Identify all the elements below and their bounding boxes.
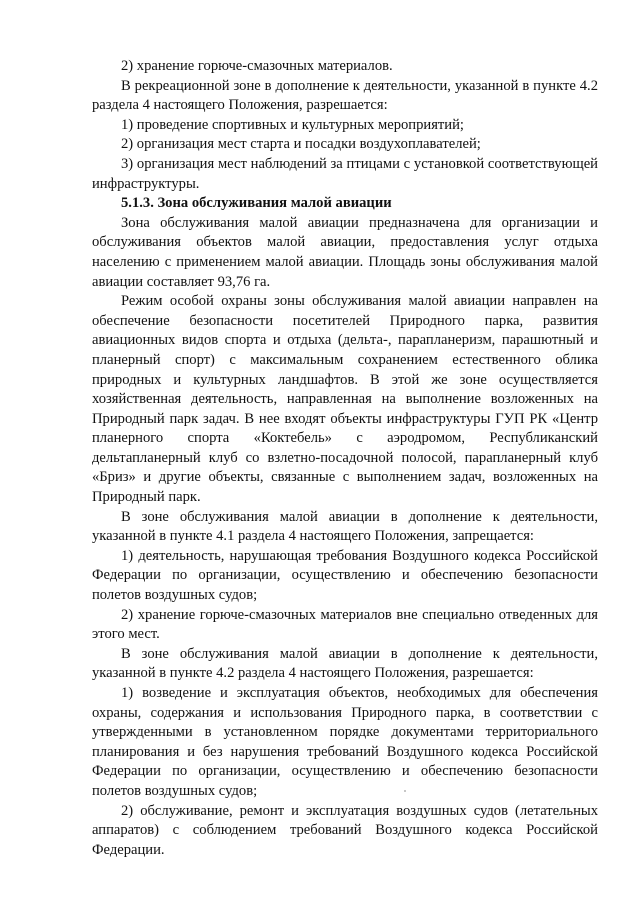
list-item-balloon-sites: 2) организация мест старта и посадки воздухоплавателей; bbox=[121, 136, 481, 153]
list-item-prohibited-1: 1) деятельность, нарушающая требования Воздушного кодекса Российской Федерации по организации, осуществлению и обеспечению безопасности полетов воздушных судов; bbox=[92, 547, 598, 604]
scan-speck bbox=[404, 790, 406, 792]
section-heading-5-1-3: 5.1.3. Зона обслуживания малой авиации bbox=[121, 195, 392, 212]
list-item-sports-events: 1) проведение спортивных и культурных мероприятий; bbox=[121, 116, 464, 133]
paragraph-recreation-zone-intro: В рекреационной зоне в дополнение к деятельности, указанной в пункте 4.2 раздела 4 настоящего Положения, разрешается: bbox=[92, 77, 598, 114]
list-item-prohibited-2: 2) хранение горюче-смазочных материалов вне специально отведенных для этого мест. bbox=[92, 606, 598, 643]
paragraph-fuel-storage: 2) хранение горюче-смазочных материалов. bbox=[121, 58, 393, 74]
document-page bbox=[92, 57, 598, 860]
paragraph-permitted-intro: В зоне обслуживания малой авиации в дополнение к деятельности, указанной в пункте 4.2 раздела 4 настоящего Положения, разрешается: bbox=[92, 645, 598, 682]
list-item-permitted-1: 1) возведение и эксплуатация объектов, необходимых для обеспечения охраны, содержания и использования Природного парка, в соответствии с утвержденными в установленном порядке документами территориального планирования и без нарушения требований Воздушного кодекса Российской Федерации по организации, осуществлению и обеспечению безопасности полетов воздушных судов; bbox=[92, 685, 598, 799]
list-item-permitted-2: 2) обслуживание, ремонт и эксплуатация воздушных судов (летательных аппаратов) с соблюдением требований Воздушного кодекса Российской Федерации. bbox=[92, 802, 598, 858]
paragraph-zone-purpose: Зона обслуживания малой авиации предназначена для организации и обслуживания объектов малой авиации, предоставления услуг отдыха населению с применением малой авиации. Площадь зоны обслуживания малой авиации составляет 93,76 га. bbox=[92, 214, 598, 290]
paragraph-prohibited-intro: В зоне обслуживания малой авиации в дополнение к деятельности, указанной в пункте 4.1 раздела 4 настоящего Положения, запрещается: bbox=[92, 508, 598, 545]
paragraph-protection-regime: Режим особой охраны зоны обслуживания малой авиации направлен на обеспечение безопасности посетителей Природного парка, развития авиационных видов спорта и отдыха (дельта-, парапланеризм, парашютный и планерный спорт) с максимальным сохранением естественного облика природных и культурных ландшафтов. В этой же зоне осуществляется хозяйственная деятельность, направленная на выполнение возложенных на Природный парк задач. В нее входят объекты инфраструктуры ГУП РК «Центр планерного спорта «Коктебель» с аэродромом, Республиканский дельтапланерный клуб со взлетно-посадочной полосой, парапланерный клуб «Бриз» и другие объекты, связанные с выполнением задач, возложенных на Природный парк. bbox=[92, 293, 598, 506]
list-item-bird-watching: 3) организация мест наблюдений за птицами с установкой соответствующей инфраструктуры. bbox=[92, 155, 598, 192]
